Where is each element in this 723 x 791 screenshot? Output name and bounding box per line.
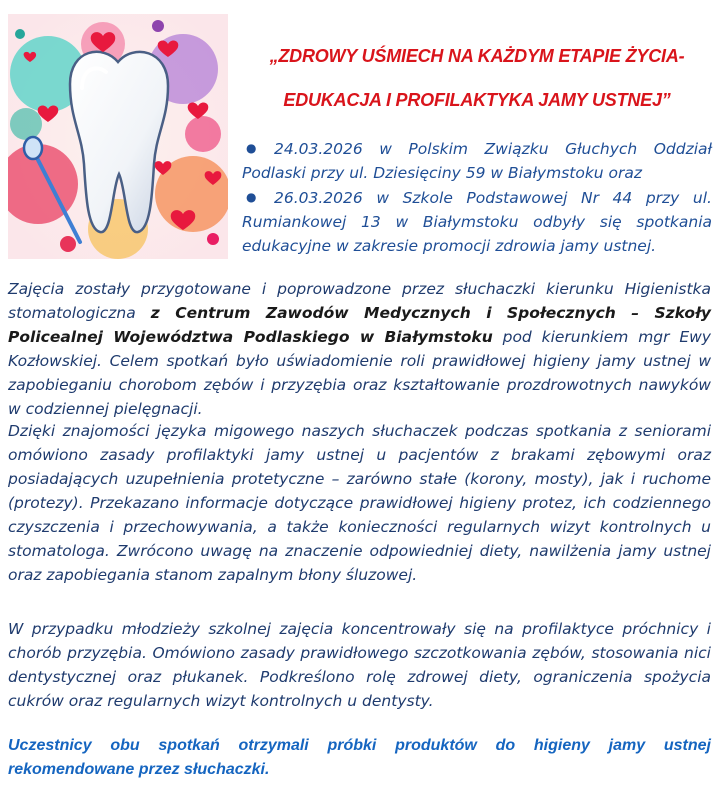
title-line-1: „ZDROWY UŚMIECH NA KAŻDYM ETAPIE ŻYCIA- <box>269 46 685 66</box>
title-line-2: EDUKACJA I PROFILAKTYKA JAMY USTNEJ” <box>283 90 671 110</box>
paragraph-text: pod kierunkiem mgr Ewy Kozłowskiej. Celem spotkań było uświadomienie roli prawidłowej higieny jamy ustnej w zapobieganiu chorobom zębów i przyzębia oraz kształtowanie prozdrowotnych nawyków w codziennej pielęgnacji. <box>8 328 711 418</box>
event-text: 24.03.2026 w Polskim Związku Głuchych Oddział Podlaski przy ul. Dziesięciny 59 w Białymstoku oraz <box>242 140 712 182</box>
paragraph-organizers <box>8 277 711 421</box>
bullet-icon: ● <box>246 190 257 204</box>
tooth-illustration <box>8 14 228 259</box>
school-name: z Centrum Zawodów Medycznych i Społecznych – Szkoły Policealnej Województwa Podlaskiego w Białymstoku <box>8 304 712 346</box>
event-list <box>242 136 712 258</box>
list-item <box>242 136 712 185</box>
bullet-icon: ● <box>246 141 257 155</box>
paragraph-youth: W przypadku młodzieży szkolnej zajęcia koncentrowały się na profilaktyce próchnicy i chorób przyzębia. Omówiono zasady prawidłowego szczotkowania zębów, stosowania nici dentystycznej oraz płukanek. Podkreślono rolę zdrowej diety, ograniczenia spożycia cukrów oraz regularnych wizyt kontrolnych u dentysty. <box>8 620 711 710</box>
list-item <box>242 185 712 258</box>
paragraph-closing: Uczestnicy obu spotkań otrzymali próbki produktów do higieny jamy ustnej rekomendowane przez słuchaczki. <box>8 737 711 778</box>
paragraph-seniors: Dzięki znajomości języka migowego naszych słuchaczek podczas spotkania z seniorami omówiono zasady profilaktyki jamy ustnej u pacjentów z brakami zębowymi oraz posiadających uzupełnienia protetyczne – zarówno stałe (korony, mosty), jak i ruchome (protezy). Przekazano informacje dotyczące prawidłowej higieny protez, ich codziennego czyszczenia i przechowywania, a także konieczności regularnych wizyt kontrolnych u stomatologa. Zwrócono uwagę na znaczenie odpowiedniej diety, nawilżenia jamy ustnej oraz zapobiegania stanom zapalnym błony śluzowej. <box>8 422 711 584</box>
event-text: 26.03.2026 w Szkole Podstawowej Nr 44 przy ul. Rumiankowej 13 w Białymstoku odbyły się spotkania edukacyjne w zakresie promocji zdrowia jamy ustnej. <box>242 189 712 255</box>
paragraph-text: Zajęcia zostały przygotowane i poprowadzone przez słuchaczki kierunku Higienistka stomatologiczna <box>8 280 711 322</box>
